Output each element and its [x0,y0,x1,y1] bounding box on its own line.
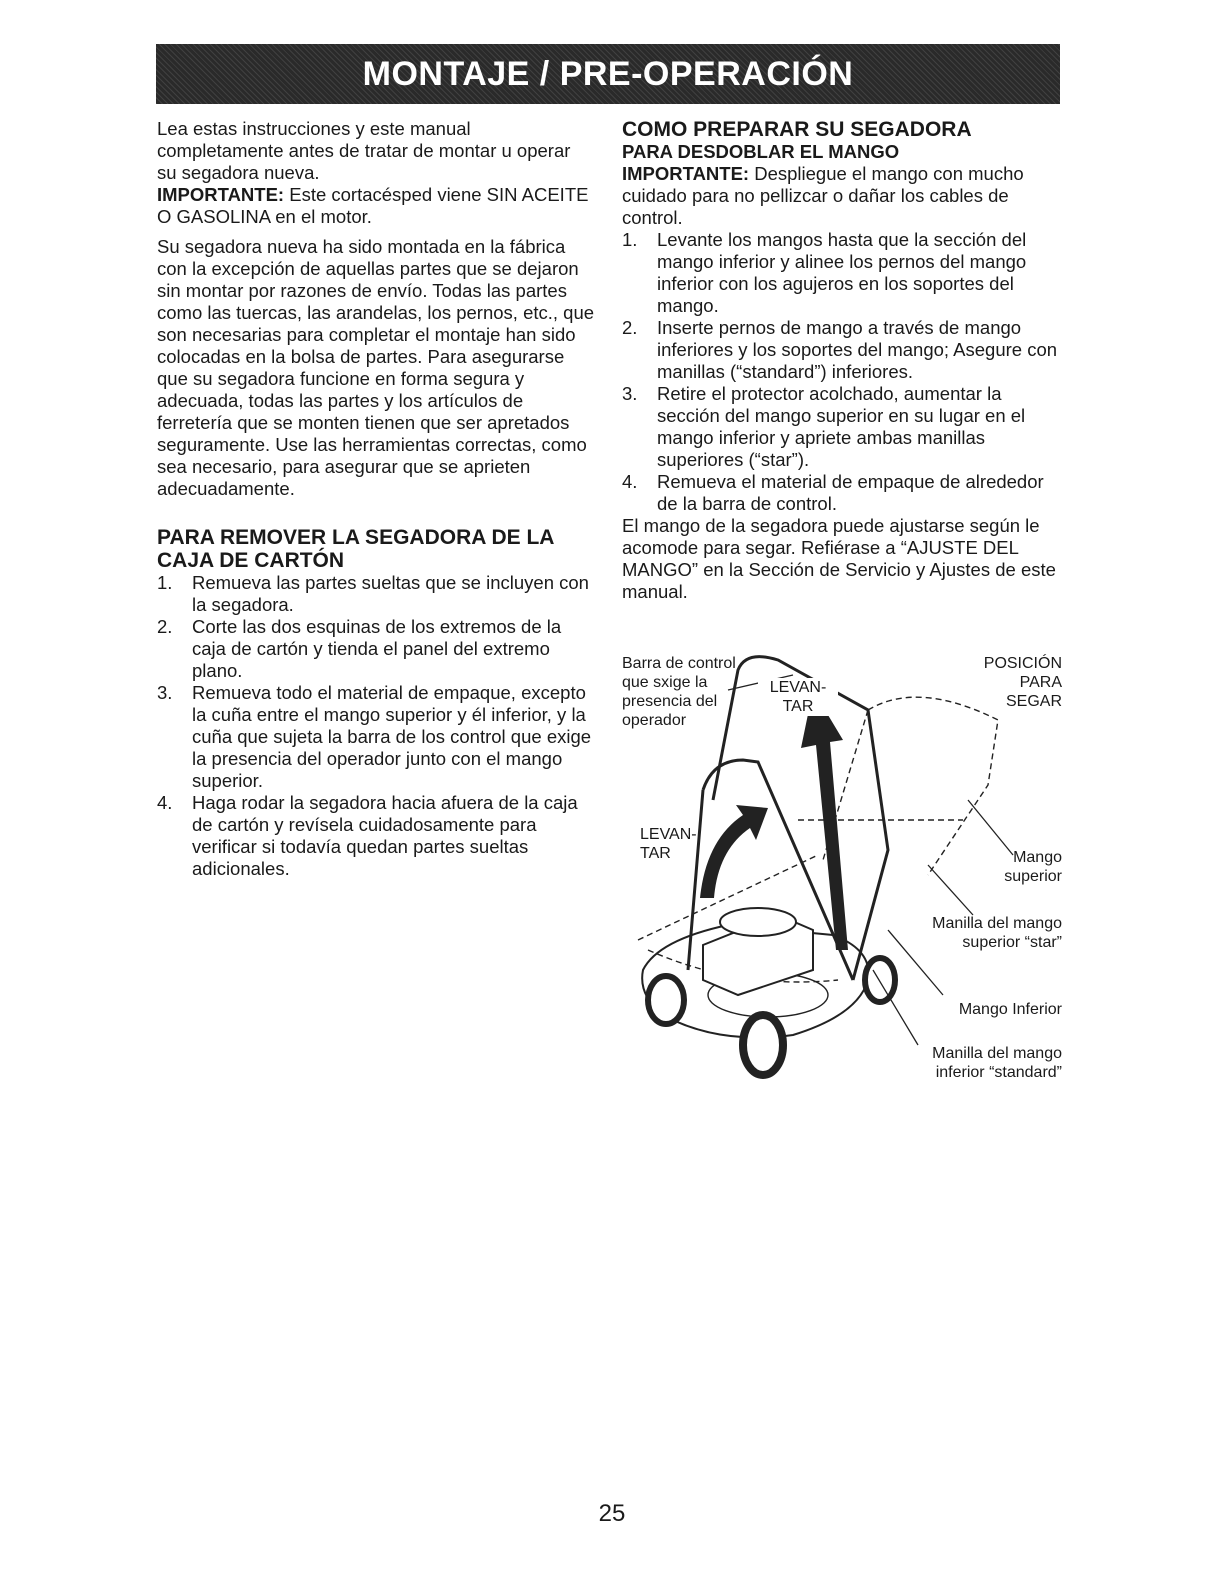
important-note [622,163,1062,229]
control-bar-label: Barra de control que sxige la presencia del operador [622,655,736,729]
list-item: 4. Haga rodar la segadora hacia afuera de la caja de cartón y revísela cuidadosamente para verificar si todavía quedan partes sueltas adicionales. [157,792,578,879]
list-item: 1. Remueva las partes sueltas que se incluyen con la segadora. [157,572,589,615]
intro-paragraph: Lea estas instrucciones y este manual completamente antes de tratar de montar u operar su segadora nueva. [157,118,571,183]
front-wheel [743,1015,783,1075]
important-label: IMPORTANTE: [622,163,750,184]
unfold-handle-heading: PARA DESDOBLAR EL MANGO [622,141,900,162]
list-item: 1. Levante los mangos hasta que la sección del mango inferior y alinee los pernos del mango inferior con los agujeros en los soportes del mango. [622,229,1027,316]
mowing-position-label: POSICIÓN PARA SEGAR [983,655,1062,710]
list-item: 4. Remueva el material de empaque de alrededor de la barra de control. [622,471,1044,514]
important-text: Este cortacésped viene SIN ACEITE O GASOLINA en el motor. [157,184,589,227]
list-item: 3. Remueva todo el material de empaque, excepto la cuña entre el mango superior y él inferior, y la cuña que sujeta la barra de los control que exige la presencia del operador junto con el mango superior. [157,682,592,791]
list-item: 2. Corte las dos esquinas de los extremos de la caja de cartón y tienda el panel del extremo plano. [157,616,562,681]
important-label: IMPORTANTE: [157,184,285,205]
list-item: 2. Inserte pernos de mango a través de mango inferiores y los soportes del mango; Asegure con manillas (“standard”) inferiores. [622,317,1058,382]
lower-knob-label: Manilla del mango inferior “standard” [932,1045,1062,1081]
section-banner [156,44,1060,104]
rear-wheel [865,958,895,1002]
page-number: 25 [598,1500,626,1527]
handle-unfold-diagram [618,650,1062,1100]
important-note [157,184,595,228]
handle-adjust-paragraph: El mango de la segadora puede ajustarse según le acomode para segar. Refiérase a “AJUSTE DEL MANGO” en la Sección de Servicio y Ajustes de este manual. [622,515,1056,602]
unfold-handle-steps [622,229,1062,515]
upper-handle-label: Mango superior [1004,849,1062,885]
remove-mower-steps [157,572,595,880]
lower-handle-label: Mango Inferior [958,1001,1062,1018]
section-title: MONTAJE / PRE-OPERACIÓN [362,54,854,93]
assembly-paragraph: Su segadora nueva ha sido montada en la fábrica con la excepción de aquellas partes que se dejaron sin montar por razones de envío. Todas las partes como las tuercas, las arandelas, los pernos, etc., que son necesarias para completar el montaje han sido colocadas en la bolsa de partes. Para asegurarse que su segadora funcione en forma segura y adecuada, todas las partes y los artículos de ferretería que se monten tienen que ser apretados seguramente. Use las herramientas correctas, como sea necesario, para asegurar que se aprieten adecuadamente. [157,236,595,499]
right-column [622,118,1062,603]
lift-label-lower: LEVAN-TAR [640,826,697,862]
lift-label-upper: LEVAN-TAR [758,678,838,716]
important-text: Despliegue el mango con mucho cuidado para no pellizcar o dañar los cables de control. [622,163,1024,228]
list-item: 3. Retire el protector acolchado, aumentar la sección del mango superior en su lugar en el mango inferior y apriete ambas manillas superiores (“star”). [622,383,1026,470]
left-column [157,118,595,880]
remove-mower-heading: PARA REMOVER LA SEGADORA DE LA CAJA DE CARTÓN [157,526,554,572]
upper-knob-label: Manilla del mango superior “star” [932,915,1062,951]
prepare-mower-heading: COMO PREPARAR SU SEGADORA [622,118,972,141]
